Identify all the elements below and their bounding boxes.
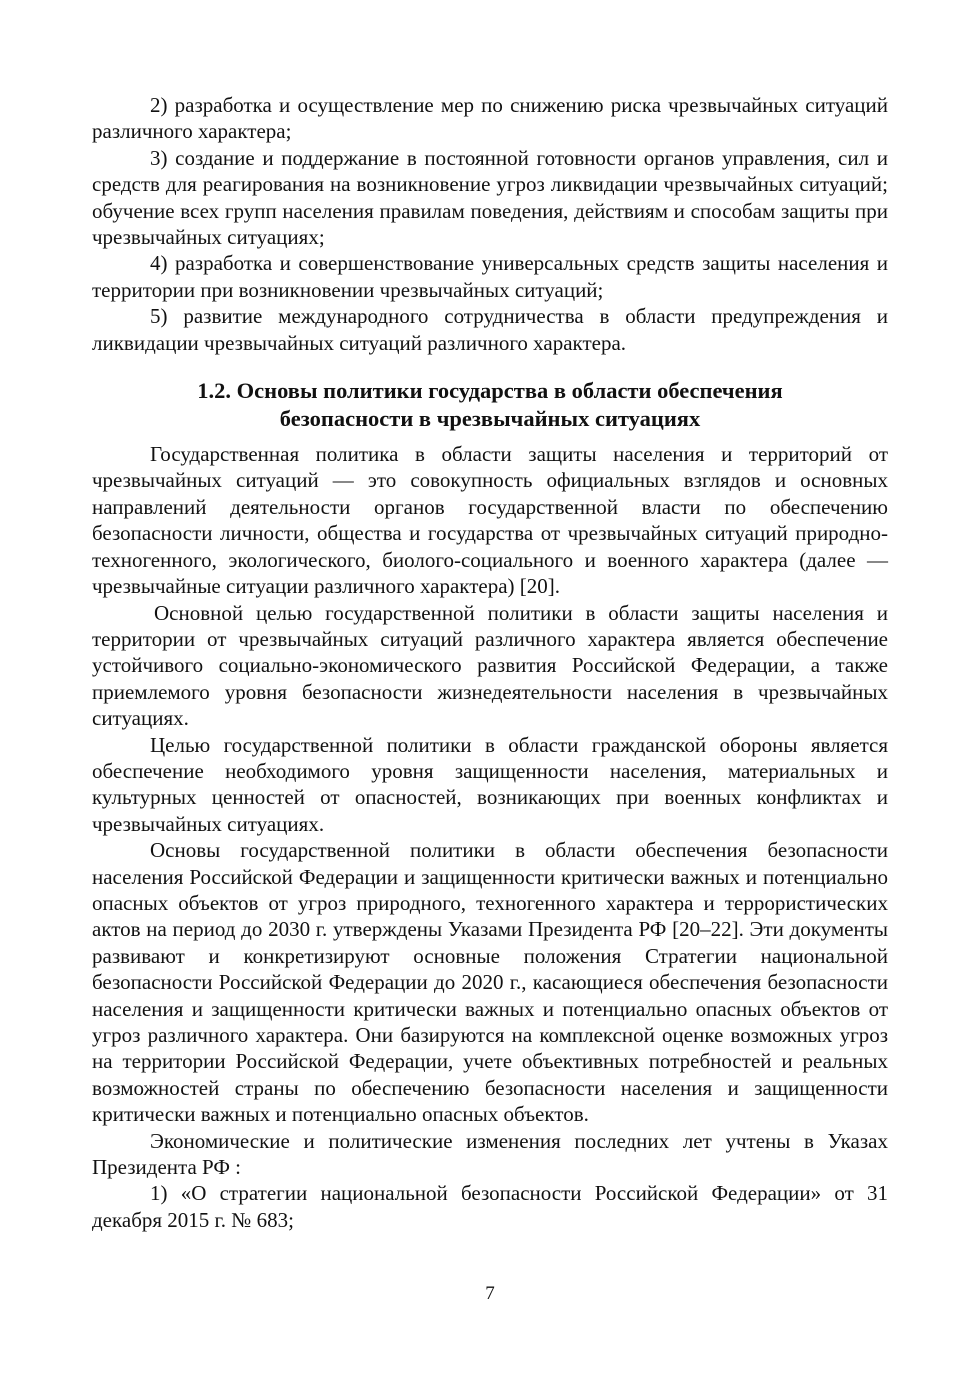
paragraph-definition: Государственная политика в области защиты населения и территорий от чрезвычайных ситуаций — это совокупность официальных взглядов и основных направлений деятельности органов государственной власти по обеспечению безопасности личности, общества и государства от чрезвычайных ситуаций природно-техногенного, экологического, биолого-социального и военного характера (далее — чрезвычайные ситуации различного характера) [20]. <box>92 442 888 599</box>
section-heading-line-2: безопасности в чрезвычайных ситуациях <box>279 406 701 432</box>
list-item-4: 4) разработка и совершенствование универсальных средств защиты населения и территории при возникновении чрезвычайных ситуаций; <box>92 251 888 302</box>
paragraph-decree-1: 1) «О стратегии национальной безопасности Российской Федерации» от 31 декабря 2015 г. № 683; <box>92 1181 888 1232</box>
paragraph-main-goal: Основной целью государственной политики в области защиты населения и территории от чрезвычайных ситуаций различного характера является обеспечение устойчивого социально-экономического развития Российской Федерации, а также приемлемого уровня безопасности жизнедеятельности населения в чрезвычайных ситуациях. <box>92 600 888 731</box>
list-item-3: 3) создание и поддержание в постоянной готовности органов управления, сил и средств для реагирования на возникновение угроз ликвидации чрезвычайных ситуаций; обучение всех групп населения правилам поведения, действиям и способам защиты при чрезвычайных ситуациях; <box>92 145 888 250</box>
list-item-5: 5) развитие международного сотрудничества в области предупреждения и ликвидации чрезвычайных ситуаций различного характера. <box>92 304 888 355</box>
list-item-2: 2) разработка и осуществление мер по снижению риска чрезвычайных ситуаций различного характера; <box>92 93 888 144</box>
section-heading-line-1: 1.2. Основы политики государства в области обеспечения <box>197 378 783 404</box>
paragraph-policy-foundations: Основы государственной политики в области обеспечения безопасности населения Российской Федерации и защищенности критически важных и потенциально опасных объектов от угроз природного, техногенного характера и террористических актов на период до 2030 г. утверждены Указами Президента РФ [20–22]. Эти документы развивают и конкретизируют основные положения Стратегии национальной безопасности Российской Федерации до 2020 г., касающиеся обеспечения безопасности населения и защищенности критически важных и потенциально опасных объектов от угроз различного характера. Они базируются на комплексной оценке возможных угроз на территории Российской Федерации, учете объективных потребностей и реальных возможностей страны по обеспечению безопасности населения и защищенности критически важных и потенциально опасных объектов. <box>92 838 888 1127</box>
section-heading <box>92 377 888 433</box>
paragraph-civil-defense-goal: Целью государственной политики в области гражданской обороны является обеспечение необходимого уровня защищенности населения, материальных и культурных ценностей от опасностей, возникающих при военных конфликтах и чрезвычайных ситуациях. <box>92 732 888 836</box>
paragraph-economic-changes: Экономические и политические изменения последних лет учтены в Указах Президента РФ : <box>92 1128 888 1180</box>
page-number: 7 <box>485 1283 495 1304</box>
page-body <box>92 92 888 1233</box>
